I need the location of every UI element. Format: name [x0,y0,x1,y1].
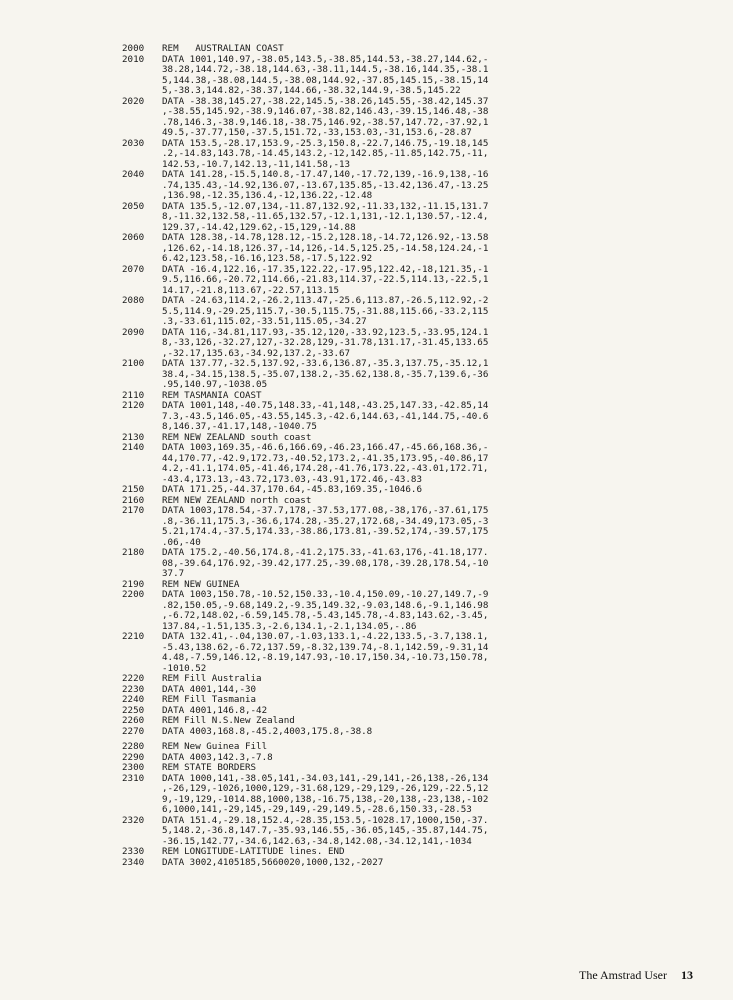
line-number [122,464,162,475]
line-number: 2100 [122,358,145,369]
line-number [122,65,162,76]
line-number [122,107,162,118]
code-line [122,86,712,97]
line-number: 2330 [122,846,145,857]
code-text: 38.28,144.72,-38.18,144.63,-38.11,144.5,-38.16,144.35,-38.1 [162,64,489,75]
code-text: ,126.62,-14.18,126.37,-14,126,-14.5,125.25,-14.58,124.24,-1 [162,242,489,254]
line-number: 2040 [122,169,145,180]
code-text: DATA 141.28,-15.5,140.8,-17.47,140,-17.72,139,-16.9,138,-16 [162,169,489,180]
line-number [122,611,162,622]
code-line [122,170,712,181]
code-text: DATA 1003,178.54,-37.7,178,-37.53,177.08,-38,176,-37.61,175 [162,505,489,516]
code-text: DATA 4003,168.8,-45.2,4003,175.8,-38.8 [162,725,373,737]
code-line [122,548,712,559]
code-text: DATA 175.2,-40.56,174.8,-41.2,175.33,-41.63,176,-41.18,177. [162,547,489,558]
code-text: REM NEW GUINEA [162,578,240,590]
line-number [122,275,162,286]
code-text: REM NEW ZEALAND south coast [162,431,312,443]
code-text: -36.15,142.77,-34.6,142.63,-34.8,142.08,-34.12,141,-1034 [162,835,472,847]
code-line [122,254,712,265]
code-text: REM AUSTRALIAN COAST [162,43,284,54]
code-text: 142.53,-10.7,142.13,-11,141.58,-13 [162,158,351,170]
code-text: REM TASMANIA COAST [162,389,262,401]
code-line [122,559,712,570]
code-line [122,847,712,858]
code-text: 5.5,114.9,-29.25,115.7,-30.5,115.75,-31.88,115.66,-33.2,115 [162,305,489,317]
line-number [122,370,162,381]
code-text: DATA 1000,141,-38.05,141,-34.03,141,-29,141,-26,138,-26,134 [162,772,489,784]
code-text: 8,-33,126,-32.27,127,-32.28,129,-31.78,131.17,-31.45,133.65 [162,337,489,348]
code-text: DATA 4003,142.3,-7.8 [162,751,273,763]
code-line [122,716,712,727]
line-number [122,559,162,570]
code-line [122,191,712,202]
line-number [122,569,162,580]
code-text: -43.4,173.13,-43.72,173.03,-43.91,172.46,-43.83 [162,473,422,485]
code-line [122,590,712,601]
line-number: 2140 [122,442,145,453]
code-line [122,858,712,869]
code-text: REM Fill N.S.New Zealand [162,715,295,726]
code-text: .8,-36.11,175.3,-36.6,174.28,-35.27,172.68,-34.49,173.05,-3 [162,515,489,527]
line-number: 2340 [122,856,145,868]
code-line [122,464,712,475]
code-text: DATA 4001,146.8,-42 [162,704,268,716]
code-text: REM NEW ZEALAND north coast [162,494,312,506]
line-number: 2000 [122,43,145,54]
code-line [122,401,712,412]
line-number: 2230 [122,683,145,695]
code-line [122,763,712,774]
code-text: ,-6.72,148.02,-6.59,145.78,-5.43,145.78,-4.83,143.62,-3.45, [162,610,489,621]
line-number: 2200 [122,589,145,600]
code-text: 5,148.2,-36.8,147.7,-35.93,146.55,-36.05,145,-35.87,144.75, [162,825,489,836]
line-number: 2020 [122,95,145,107]
line-number [122,118,162,129]
line-number: 2310 [122,772,145,784]
line-number [122,317,162,328]
code-line [122,422,712,433]
line-number [122,254,162,265]
code-text: .95,140.97,-1038.05 [162,379,268,390]
code-line [122,338,712,349]
line-number: 2030 [122,137,145,149]
code-text: REM STATE BORDERS [162,762,257,773]
code-line [122,107,712,118]
code-line [122,317,712,328]
code-text: .82,150.05,-9.68,149.2,-9.35,149.32,-9.03,148.6,-9.1,146.98 [162,599,489,611]
code-text: DATA 4001,144,-30 [162,683,257,695]
code-text: -5.43,138.62,-6.72,137.59,-8.32,139.74,-8.1,142.59,-9.31,14 [162,641,489,653]
line-number: 2250 [122,704,145,716]
line-number: 2260 [122,715,145,726]
code-text: DATA 153.5,-28.17,153.9,-25.3,150.8,-22.7,146.75,-19.18,145 [162,137,489,149]
page-footer [579,968,693,983]
code-text: .06,-40 [162,536,201,548]
line-number: 2220 [122,673,145,684]
code-line [122,742,712,753]
line-number: 2280 [122,741,145,752]
line-number: 2130 [122,431,145,443]
code-text: 08,-39.64,176.92,-39.42,177.25,-39.08,178,-39.28,178.54,-10 [162,557,489,569]
code-text: 14.17,-21.8,113.67,-22.57,113.15 [162,284,340,296]
line-number: 2170 [122,505,145,516]
code-text: DATA 1001,148,-40.75,148.33,-41,148,-43.25,147.33,-42.85,14 [162,400,489,411]
line-number: 2010 [122,53,145,65]
code-text: 9.5,116.66,-20.72,114.66,-21.83,114.37,-22.5,114.13,-22.5,1 [162,274,489,285]
line-number [122,643,162,654]
code-text: 5,144.38,-38.08,144.5,-38.08,144.92,-37.85,145.15,-38.15,14 [162,74,489,86]
code-text: DATA 171.25,-44.37,170.64,-45.83,169.35,-1046.6 [162,484,422,495]
code-line [122,805,712,816]
code-line [122,653,712,664]
code-text: REM New Guinea Fill [162,741,268,752]
code-line [122,44,712,55]
code-text: -1010.52 [162,662,207,674]
line-number [122,191,162,202]
code-line [122,569,712,580]
code-text: 7.3,-43.5,146.05,-43.55,145.3,-42.6,144.63,-41,144.75,-40.6 [162,410,489,422]
line-number [122,380,162,391]
code-text: 37.7 [162,568,185,579]
line-number [122,601,162,612]
code-text: 137.84,-1.51,135.3,-2.6,134.1,-2.1,134.05,-.86 [162,620,417,632]
code-text: 129.37,-14.42,129.62,-15,129,-14.88 [162,221,356,233]
line-number: 2180 [122,547,145,558]
line-number: 2300 [122,762,145,773]
code-text: ,-32.17,135.63,-34.92,137.2,-33.67 [162,347,351,359]
code-text: DATA -16.4,122.16,-17.35,122.22,-17.95,122.42,-18,121.35,-1 [162,263,489,275]
code-line [122,233,712,244]
code-line [122,380,712,391]
line-number: 2240 [122,694,145,705]
line-number: 2050 [122,200,145,212]
code-line [122,784,712,795]
code-line [122,632,712,643]
line-number: 2150 [122,484,145,495]
code-line [122,485,712,496]
line-number: 2270 [122,725,145,737]
page-number: 13 [681,968,693,982]
code-text: DATA 132.41,-.04,130.07,-1.03,133.1,-4.22,133.5,-3.7,138.1, [162,631,489,642]
code-text: ,136.98,-12.35,136.4,-12,136.22,-12.48 [162,190,373,201]
code-text: 8,-11.32,132.58,-11.65,132.57,-12.1,131,-12.1,130.57,-12.4, [162,211,489,222]
code-text: 9,-19,129,-1014.88,1000,138,-16.75,138,-20,138,-23,138,-102 [162,793,489,805]
code-line [122,674,712,685]
magazine-name: The Amstrad User [579,968,667,982]
basic-listing [122,44,712,868]
code-text: REM LONGITUDE-LATITUDE lines. END [162,846,345,857]
line-number: 2190 [122,578,145,590]
code-line [122,128,712,139]
code-text: DATA 116,-34.81,117.93,-35.12,120,-33.92,123.5,-33.95,124.1 [162,326,489,338]
code-text: DATA 151.4,-29.18,152.4,-28.35,153.5,-1028.17,1000,150,-37. [162,814,489,826]
line-number [122,517,162,528]
code-text: .2,-14.83,143.78,-14.45,143.2,-12,142.85,-11.85,142.75,-11, [162,148,489,159]
code-text: 5.21,174.4,-37.5,174.33,-38.86,173.81,-39.52,174,-39.57,175 [162,526,489,537]
line-number [122,149,162,160]
code-text: DATA 1003,169.35,-46.6,166.69,-46.23,166.47,-45.66,168.36,- [162,442,489,453]
code-text: .78,146.3,-38.9,146.18,-38.75,146.92,-38.57,147.72,-37.92,1 [162,116,489,128]
code-text: DATA 1003,150.78,-10.52,150.33,-10.4,150.09,-10.27,149.7,-9 [162,589,489,600]
code-text: 4.2,-41.1,174.05,-41.46,174.28,-41.76,173.22,-43.01,172.71, [162,463,489,474]
code-text: DATA 128.38,-14.78,128.12,-15.2,128.18,-14.72,126.92,-13.58 [162,232,489,243]
code-line [122,527,712,538]
line-number [122,76,162,87]
code-text: 5,-38.3,144.82,-38.37,144.66,-38.32,144.9,-38.5,145.22 [162,85,461,96]
code-text: .3,-33.61,115.02,-33.51,115.05,-34.27 [162,316,367,327]
code-line [122,506,712,517]
line-number: 2120 [122,400,145,411]
code-line [122,275,712,286]
code-text: 8,146.37,-41.17,148,-1040.75 [162,421,317,432]
code-line [122,727,712,738]
line-number [122,805,162,816]
line-number: 2080 [122,295,145,306]
line-number: 2210 [122,631,145,642]
code-line [122,296,712,307]
line-number [122,128,162,139]
code-text: DATA -38.38,145.27,-38.22,145.5,-38.26,145.55,-38.42,145.37 [162,95,489,107]
code-text: DATA 3002,4105185,5660020,1000,132,-2027 [162,856,384,868]
code-text: DATA 1001,140.97,-38.05,143.5,-38.85,144.53,-38.27,144.62,- [162,53,489,65]
line-number [122,454,162,465]
code-line [122,212,712,223]
code-text: 38.4,-34.15,138.5,-35.07,138.2,-35.62,138.8,-35.7,139.6,-36 [162,368,489,380]
line-number: 2160 [122,494,145,506]
code-text: 44,170.77,-42.9,172.73,-40.52,173.2,-41.35,173.95,-40.86,17 [162,452,489,464]
line-number: 2110 [122,389,145,401]
code-text: 49.5,-37.77,150,-37.5,151.72,-33,153.03,-31,153.6,-28.87 [162,127,472,138]
line-number [122,244,162,255]
code-line [122,149,712,160]
line-number [122,826,162,837]
code-text: DATA -24.63,114.2,-26.2,113.47,-25.6,113.87,-26.5,112.92,-2 [162,295,489,306]
line-number: 2060 [122,232,145,243]
line-number [122,86,162,97]
line-number [122,653,162,664]
code-line [122,611,712,622]
line-number [122,212,162,223]
line-number: 2290 [122,751,145,763]
line-number: 2070 [122,263,145,275]
code-text: 6.42,123.58,-16.16,123.58,-17.5,122.92 [162,253,373,264]
line-number [122,412,162,423]
line-number: 2320 [122,814,145,826]
code-text: ,-26,129,-1026,1000,129,-31.68,129,-29,129,-26,129,-22.5,12 [162,783,489,794]
code-line [122,359,712,370]
code-line [122,65,712,76]
line-number [122,338,162,349]
code-text: REM Fill Australia [162,673,262,684]
code-line [122,443,712,454]
line-number [122,307,162,318]
line-number [122,527,162,538]
code-text: REM Fill Tasmania [162,694,257,705]
code-line [122,695,712,706]
code-text: DATA 135.5,-12.07,134,-11.87,132.92,-11.33,132,-11.15,131.7 [162,200,489,212]
line-number [122,422,162,433]
code-text: 6,1000,141,-29,145,-29,149,-29,149.5,-28.6,150.33,-28.53 [162,804,472,815]
code-line [122,826,712,837]
code-text: .74,135.43,-14.92,136.07,-13.67,135.85,-13.42,136.47,-13.25 [162,179,489,191]
line-number [122,784,162,795]
line-number [122,181,162,192]
line-number [122,795,162,806]
code-text: 4.48,-7.59,146.12,-8.19,147.93,-10.17,150.34,-10.73,150.78, [162,652,489,663]
code-text: DATA 137.77,-32.5,137.92,-33.6,136.87,-35.3,137.75,-35.12,1 [162,358,489,369]
line-number: 2090 [122,326,145,338]
code-text: ,-38.55,145.92,-38.9,146.07,-38.82,146.43,-39.15,146.48,-38 [162,106,489,117]
